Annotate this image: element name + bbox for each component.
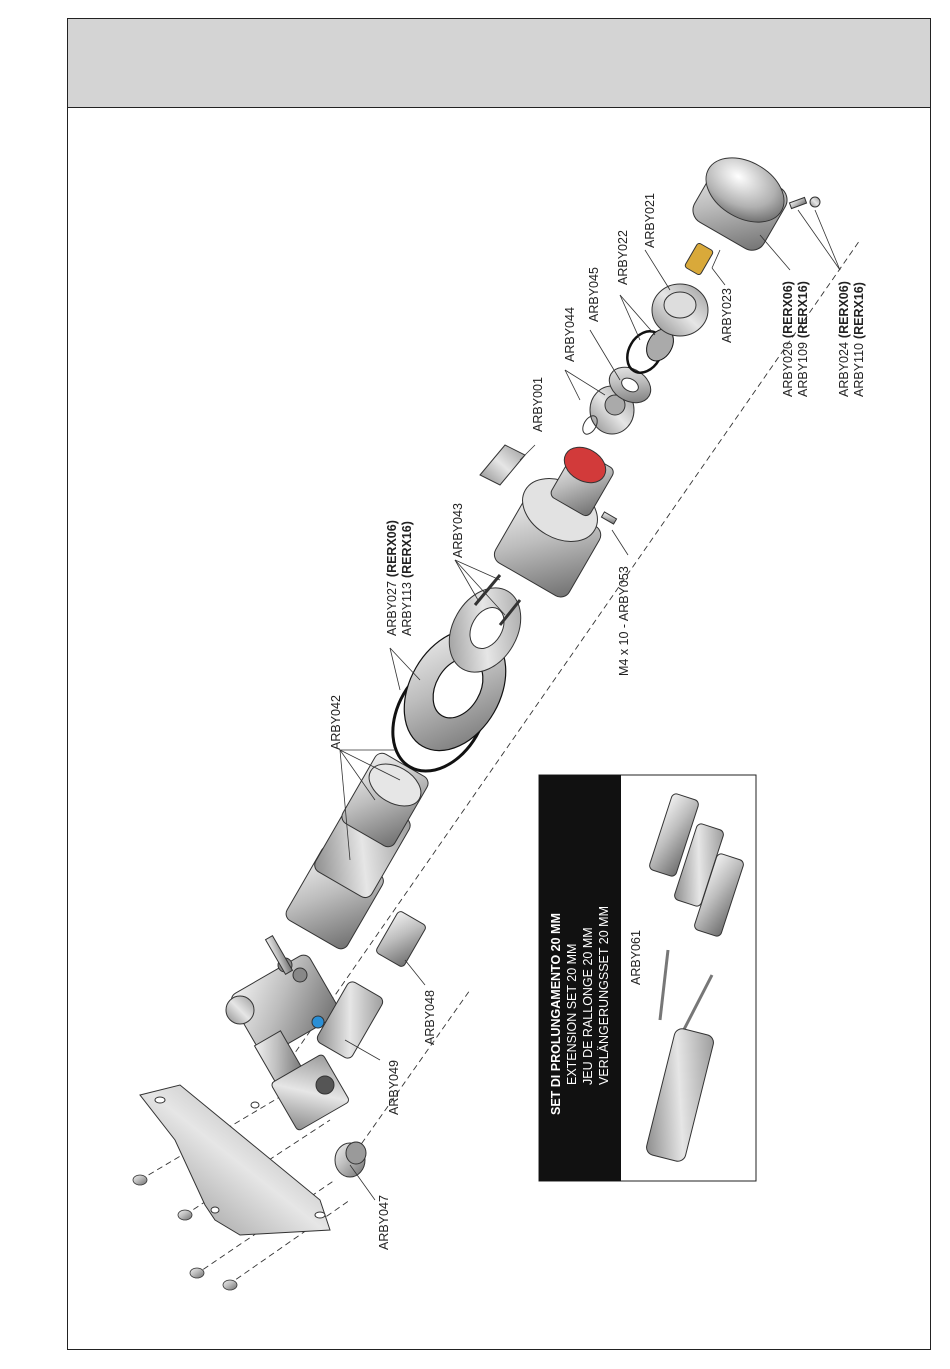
extension-line-fr: JEU DE RALLONGE 20 MM [581, 927, 595, 1085]
label-arby024-variant: (RERX06) [837, 281, 851, 339]
label-arby109 [796, 281, 810, 397]
extension-line-en: EXTENSION SET 20 MM [565, 943, 579, 1085]
label-arby044: ARBY044 [563, 307, 577, 362]
label-arby027 [385, 520, 399, 636]
label-arby110-code: ARBY110 [852, 343, 866, 397]
label-arby023: ARBY023 [720, 288, 734, 343]
extension-title: SET DI PROLUNGAMENTO 20 MM [549, 913, 563, 1115]
label-arby110 [852, 282, 866, 397]
label-arby027-code: ARBY027 [385, 581, 399, 636]
label-arby024-code: ARBY024 [837, 342, 851, 397]
label-arby047: ARBY047 [377, 1195, 391, 1250]
label-arby049: ARBY049 [387, 1060, 401, 1115]
label-arby022: ARBY022 [616, 230, 630, 285]
label-arby110-variant: (RERX16) [852, 282, 866, 340]
insert-arby023 [684, 242, 714, 275]
screw-arby024 [789, 197, 820, 209]
label-arby113-code: ARBY113 [400, 582, 414, 636]
label-arby109-variant: (RERX16) [796, 281, 810, 339]
label-arby027-variant: (RERX06) [385, 520, 399, 578]
extension-part-label: ARBY061 [629, 930, 643, 985]
indicator-blue [312, 1016, 324, 1028]
label-arby001: ARBY001 [531, 377, 545, 432]
label-arby020-variant: (RERX06) [781, 281, 795, 339]
label-arby113 [400, 521, 414, 636]
label-arby020 [781, 281, 795, 397]
extension-set-box [539, 775, 756, 1181]
label-arby109-code: ARBY109 [796, 342, 810, 397]
label-arby020-code: ARBY020 [781, 342, 795, 397]
label-arby045: ARBY045 [587, 267, 601, 322]
extension-line-de: VERLÄNGERUNGSSET 20 MM [597, 906, 611, 1085]
label-arby113-variant: (RERX16) [400, 521, 414, 579]
handle-cap-arby020 [688, 145, 796, 256]
label-arby048: ARBY048 [423, 990, 437, 1045]
label-arby024 [837, 281, 851, 397]
plate-arby001 [480, 445, 525, 485]
nipple-arby048 [375, 910, 427, 968]
label-arby042: ARBY042 [329, 695, 343, 750]
ring-arby021 [652, 284, 708, 336]
label-arby043: ARBY043 [451, 503, 465, 558]
label-arby053: M4 x 10 - ARBY053 [617, 566, 631, 676]
plug-arby047 [335, 1142, 366, 1177]
label-arby021: ARBY021 [643, 193, 657, 248]
screw-arby053 [601, 512, 616, 524]
